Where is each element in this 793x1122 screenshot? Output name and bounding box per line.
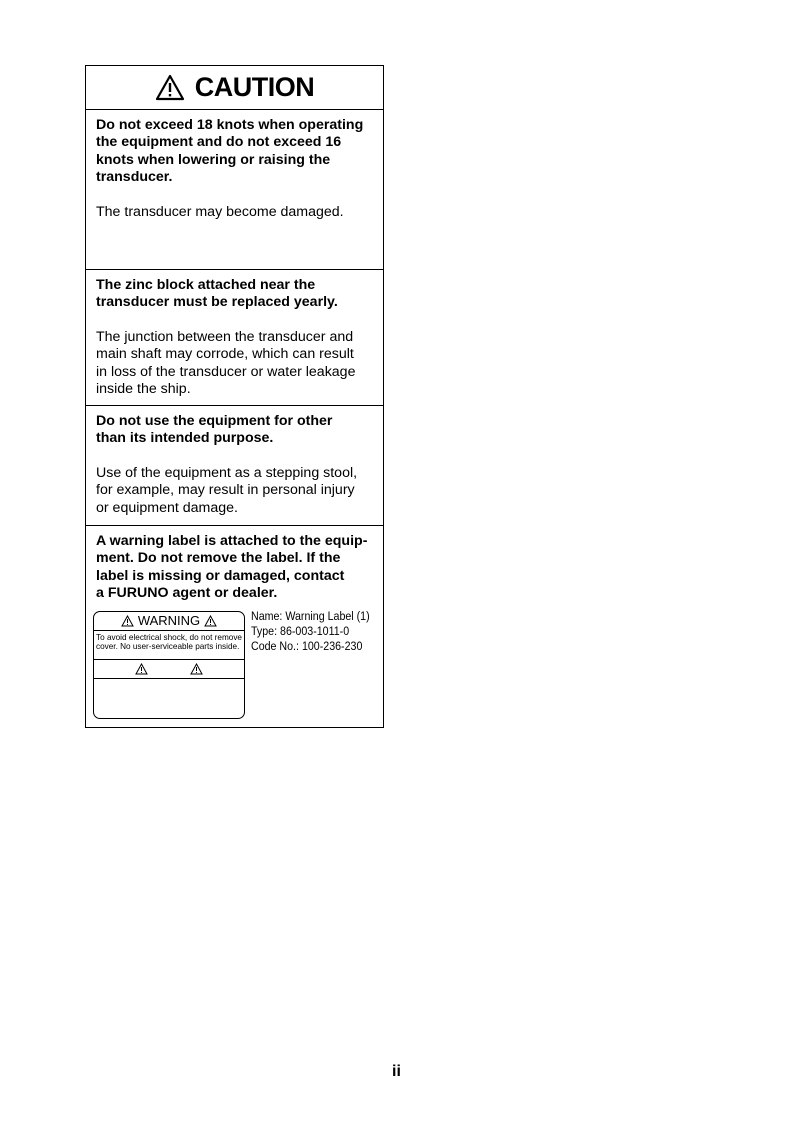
caution-section-zinc-block [86,270,383,406]
page-number: ii [392,1063,401,1080]
warning-triangle-icon [121,615,134,627]
label-name: Name: Warning Label (1) [251,608,370,623]
warning-triangle-icon [135,663,148,675]
warning-label-header [94,612,244,631]
caution-box [85,65,384,728]
section-heading: The zinc block attached near the transducer must be replaced yearly. [96,277,338,311]
caution-header [86,66,383,110]
caution-section-speed [86,110,383,270]
warning-label-text: To avoid electrical shock, do not remove cover. No user-serviceable parts inside. [94,631,244,660]
warning-triangle-icon [190,663,203,675]
label-code: Code No.: 100-236-230 [251,638,363,653]
section-body: The junction between the transducer and main shaft may corrode, which can result in loss of the transducer or water leakage inside the ship. [96,328,356,398]
warning-label-area [96,608,375,723]
warning-triangle-icon [155,74,185,101]
caution-section-warning-label [86,526,383,727]
warning-label-info [251,609,370,654]
label-type: Type: 86-003-1011-0 [251,623,350,638]
warning-label-illustration [93,611,245,719]
section-body: Use of the equipment as a stepping stool, for example, may result in personal injury or equipment damage. [96,464,358,516]
section-body: The transducer may become damaged. [96,203,344,220]
warning-triangle-icon [204,615,217,627]
caution-title: CAUTION [194,72,315,102]
section-heading: Do not exceed 18 knots when operating the equipment and do not exceed 16 knots when lowering or raising the transducer. [96,117,364,186]
warning-label-icons [94,660,244,679]
warning-label-title: WARNING [137,613,201,629]
section-heading: Do not use the equipment for other than its intended purpose. [96,413,333,447]
section-heading: A warning label is attached to the equip- ment. Do not remove the label. If the label is missing or damaged, contact a FURUNO agent or dealer. [96,533,368,602]
caution-section-intended-purpose [86,406,383,526]
